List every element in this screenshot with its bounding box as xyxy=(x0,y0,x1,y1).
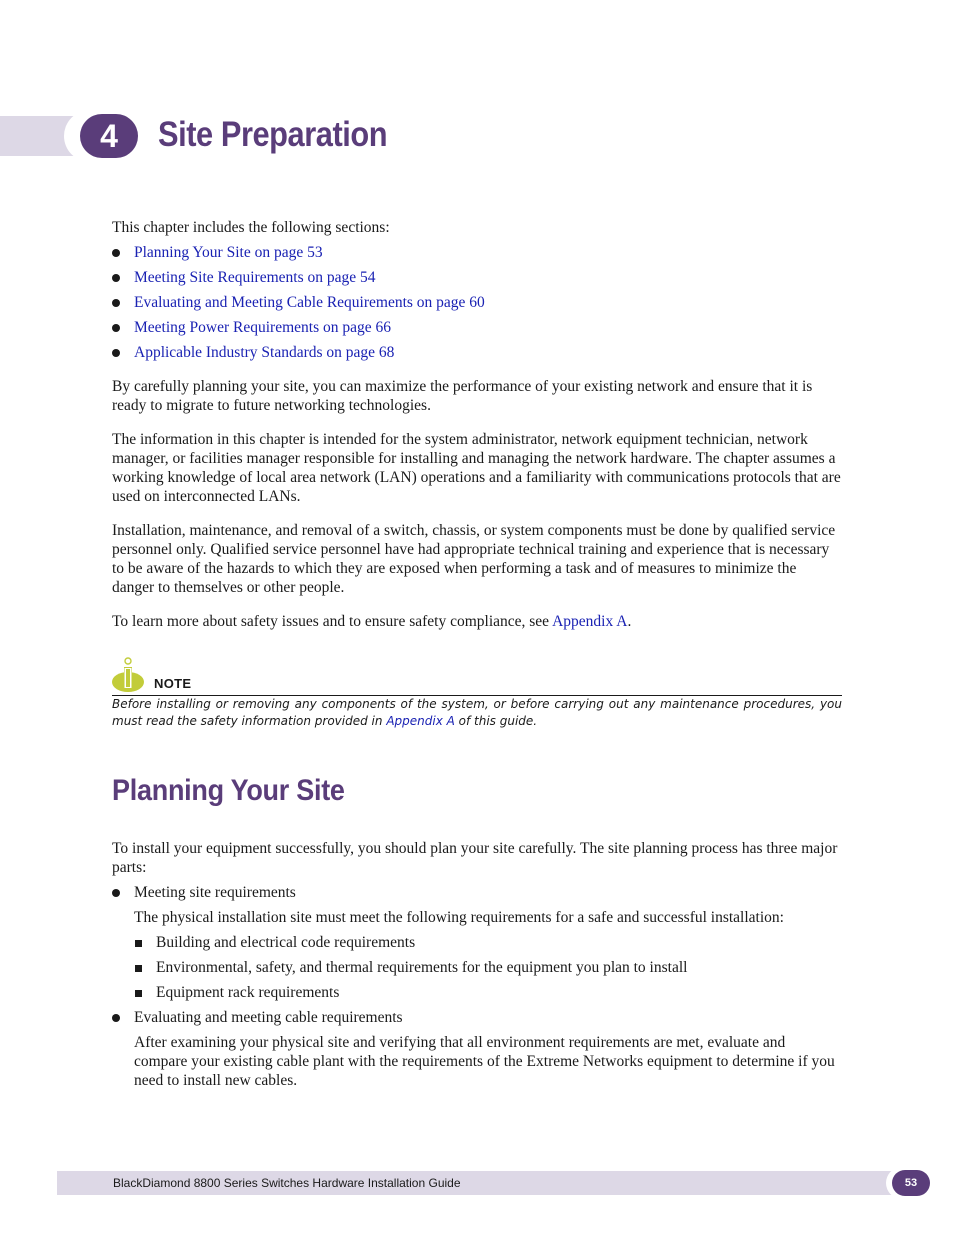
page-number: 53 xyxy=(892,1170,930,1196)
note-header xyxy=(112,657,842,696)
intro-paragraph: Installation, maintenance, and removal of a switch, chassis, or system components must be done by qualified service personnel only. Qualified service personnel have had appropriate technical training and experience that is necessary to be aware of the hazards to which they are exposed when performing a task and of measures to minimize the danger to themselves or other people. xyxy=(112,522,836,596)
link-meeting-site-requirements[interactable]: Meeting Site Requirements on page 54 xyxy=(134,269,376,286)
section-list-item xyxy=(112,268,842,287)
requirement-item: Equipment rack requirements xyxy=(134,983,842,1002)
safety-text: To learn more about safety issues and to ensure safety compliance, see xyxy=(112,613,553,630)
info-icon xyxy=(112,657,146,693)
planning-part xyxy=(112,883,842,1002)
intro-paragraph: By carefully planning your site, you can maximize the performance of your existing network and ensure that it is ready to migrate to future networking technologies. xyxy=(112,378,813,414)
footer-guide-title: BlackDiamond 8800 Series Switches Hardware Installation Guide xyxy=(113,1176,461,1190)
planning-part-label: Meeting site requirements xyxy=(134,884,296,901)
section-list xyxy=(112,243,842,362)
planning-part-label: Evaluating and meeting cable requirements xyxy=(134,1009,403,1026)
planning-part xyxy=(112,1008,842,1090)
link-power-requirements[interactable]: Meeting Power Requirements on page 66 xyxy=(134,319,391,336)
link-industry-standards[interactable]: Applicable Industry Standards on page 68 xyxy=(134,344,395,361)
safety-text-end: . xyxy=(627,613,632,630)
section-title-planning: Planning Your Site xyxy=(112,774,345,807)
note-box xyxy=(112,657,842,730)
planning-parts-list xyxy=(112,883,842,1090)
note-text-start: Before installing or removing any components of the system, or before carrying out any maintenance procedures, you must read the safety information provided in xyxy=(112,697,842,728)
link-planning-your-site[interactable]: Planning Your Site on page 53 xyxy=(134,244,323,261)
appendix-a-link[interactable]: Appendix A xyxy=(552,613,628,630)
section-list-item xyxy=(112,343,842,362)
requirement-item: Building and electrical code requirements xyxy=(134,933,842,952)
section-list-item xyxy=(112,318,842,337)
chapter-number: 4 xyxy=(80,114,138,158)
note-text xyxy=(112,696,842,730)
intro-paragraph: The information in this chapter is intended for the system administrator, network equipment technician, network manager, or facilities manager responsible for installing and managing the network hardware. The chapter assumes a working knowledge of local area network (LAN) operations and a familiarity with communications protocols that are used on interconnected LANs. xyxy=(112,431,841,505)
safety-paragraph xyxy=(112,612,842,631)
note-label: NOTE xyxy=(154,676,192,691)
planning-part-text: After examining your physical site and verifying that all environment requirements are met, evaluate and compare your existing cable plant with the requirements of the Extreme Networks equipment to determine if you need to install new cables. xyxy=(134,1034,835,1089)
link-cable-requirements[interactable]: Evaluating and Meeting Cable Requirements on page 60 xyxy=(134,294,485,311)
requirements-list xyxy=(134,933,842,1002)
section-list-item xyxy=(112,243,842,262)
section-list-item xyxy=(112,293,842,312)
note-appendix-a-link[interactable]: Appendix A xyxy=(386,714,455,728)
requirement-item: Environmental, safety, and thermal requirements for the equipment you plan to install xyxy=(134,958,842,977)
planning-intro: To install your equipment successfully, you should plan your site carefully. The site planning process has three major parts: xyxy=(112,840,838,876)
planning-part-text: The physical installation site must meet the following requirements for a safe and successful installation: xyxy=(134,909,784,926)
intro-lead: This chapter includes the following sections: xyxy=(112,219,390,236)
chapter-title: Site Preparation xyxy=(158,115,388,154)
note-text-end: of this guide. xyxy=(454,714,538,728)
page-content xyxy=(112,218,842,1090)
